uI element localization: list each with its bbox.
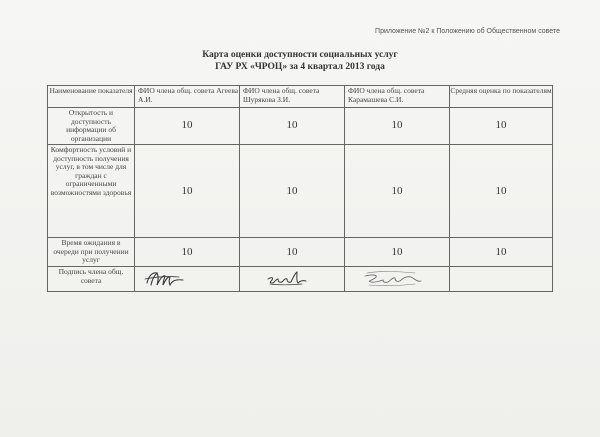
signature-row [48, 267, 553, 292]
header-member-3: ФИО члена общ. совета Карамашева С.И. [345, 86, 450, 108]
score-cell: 10 [345, 145, 450, 238]
signature-label: Подпись члена общ. совета [48, 267, 135, 292]
criterion-cell: Время ожидания в очереди при получении услуг [48, 238, 135, 267]
document-title [0, 49, 600, 73]
table-row [48, 108, 553, 145]
signature-member-3 [345, 267, 450, 292]
average-cell: 10 [450, 145, 553, 238]
table-header-row [48, 86, 553, 108]
score-cell: 10 [345, 238, 450, 267]
score-cell: 10 [240, 145, 345, 238]
header-member-1: ФИО члена общ. совета Агеева А.И. [135, 86, 240, 108]
average-cell: 10 [450, 108, 553, 145]
criterion-cell: Комфортность условий и доступность получения услуг, в том числе для граждан с ограниченными возможностями здоровья [48, 145, 135, 238]
handwritten-signature-2 [240, 267, 345, 289]
assessment-table [47, 85, 553, 292]
appendix-note: Приложение №2 к Положению об Общественном совете [375, 28, 560, 35]
header-member-2: ФИО члена общ. совета Шурякова З.И. [240, 86, 345, 108]
title-line-2: ГАУ РХ «ЧРОЦ» за 4 квартал 2013 года [215, 62, 385, 72]
header-criterion: Наименование показателя [48, 86, 135, 108]
score-cell: 10 [135, 238, 240, 267]
table-row [48, 238, 553, 267]
average-cell: 10 [450, 238, 553, 267]
table-row [48, 145, 553, 238]
score-cell: 10 [240, 108, 345, 145]
criterion-cell: Открытость и доступность информации об организации [48, 108, 135, 145]
title-line-1: Карта оценки доступности социальных услуг [202, 50, 398, 60]
handwritten-signature-3 [345, 267, 450, 289]
signature-member-1 [135, 267, 240, 292]
score-cell: 10 [345, 108, 450, 145]
score-cell: 10 [240, 238, 345, 267]
score-cell: 10 [135, 108, 240, 145]
signature-member-2 [240, 267, 345, 292]
header-average: Средняя оценка по показателям [450, 86, 553, 108]
signature-empty [450, 267, 553, 292]
handwritten-signature-1 [135, 267, 240, 289]
score-cell: 10 [135, 145, 240, 238]
